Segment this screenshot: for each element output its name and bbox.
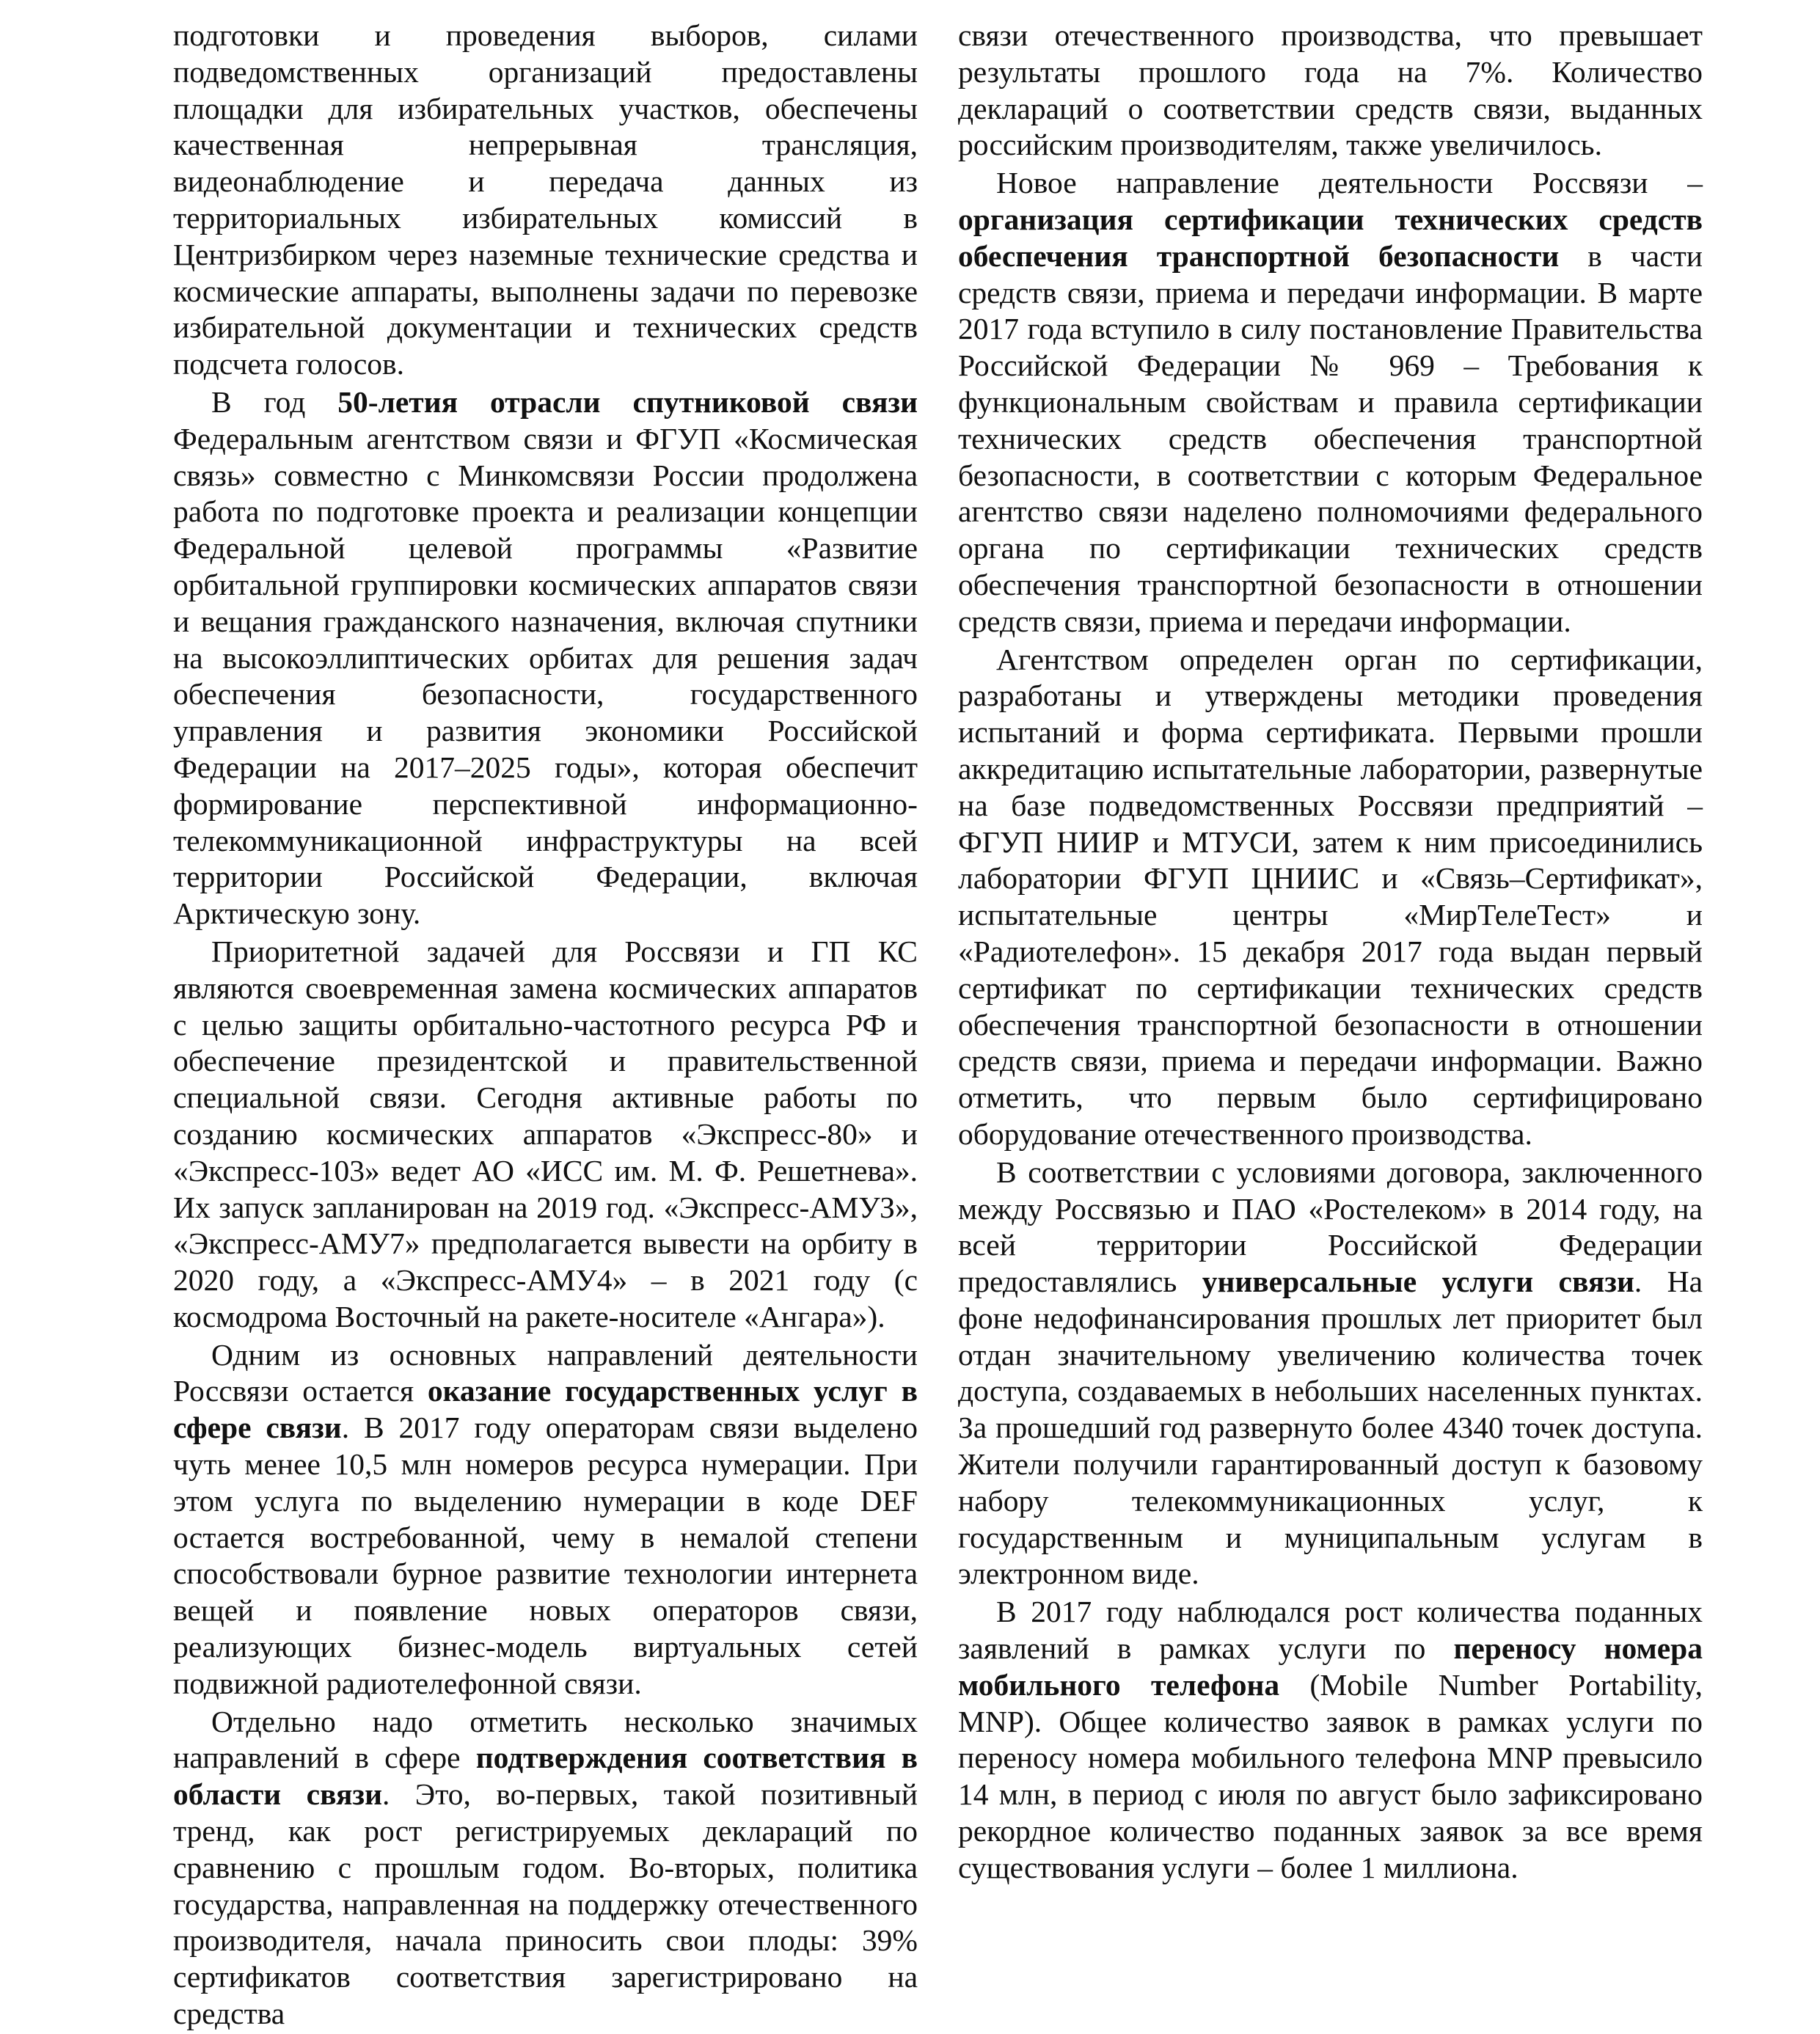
text-run: Приоритетной задачей для Россвязи и ГП КС являются своевременная замена космических аппаратов с целью защиты орбитально-частотного ресурса РФ и обеспечение президентской и правительственной специальной связи. Сегодня активные работы по созданию космических аппаратов «Экспресс-80» и «Экспресс-103» ведет АО «ИСС им. М. Ф. Решетнева». Их запуск запланирован на 2019 год. «Экспресс-АМУЗ», «Экспресс-АМУ7» предполагается вывести на орбиту в 2020 году, а «Экспресс-АМУ4» – в 2021 году (с космодрома Восточный на ракете-носителе «Ангара»).	[173, 934, 918, 1334]
text-run: Одним из основных направлений деятельности Россвязи остается	[173, 1337, 918, 1408]
text-run: . На фоне недофинансирования прошлых лет приоритет был отдан значительному увеличению количества точек доступа, создаваемых в небольших населенных пунктах. За прошедший год развернуто более 4340 точек доступа. Жители получили гарантированный доступ к базовому набору телекоммуникационных услуг, к государственным и муниципальным услугам в электронном виде.	[958, 1265, 1703, 1591]
text-run: В соответствии с условиями договора, заключенного между Россвязью и ПАО «Ростелеком» в 2014 году, на всей территории Российской Федерации предоставлялись	[958, 1155, 1703, 1299]
text-run: . Это, во-первых, такой позитивный тренд, как рост регистрируемых деклараций по сравнению с прошлым годом. Во-вторых, политика государства, направленная на поддержку отечественного производителя, начала приносить свои плоды: 39% сертификатов соответствия зарегистрировано на средства	[173, 1777, 918, 2031]
right-text-column	[958, 18, 1703, 1888]
bold-phrase: оказание государственных услуг в сфере связи	[173, 1374, 918, 1445]
text-run: связи отечественного производства, что превышает результаты прошлого года на 7%. Количество деклараций о соответствии средств связи, выданных российским производителям, также увеличилось.	[958, 18, 1703, 162]
left-paragraph-4	[173, 1337, 918, 1702]
bold-phrase: 50-летия отрасли спутниковой связи	[337, 384, 918, 419]
text-run: подготовки и проведения выборов, силами подведомственных организаций предоставлены площадки для избирательных участков, обеспечены качественная непрерывная трансляция, видеонаблюдение и передача данных из территориальных избирательных комиссий в Центризбирком через наземные технические средства и космические аппараты, выполнены задачи по перевозке избирательной документации и технических средств подсчета голосов.	[173, 18, 918, 381]
left-paragraph-5	[173, 1704, 918, 2033]
bold-phrase: подтверждения соответствия в области связи	[173, 1741, 918, 1812]
text-run: . В 2017 году операторам связи выделено чуть менее 10,5 млн номеров ресурса нумерации. При этом услуга по выделению нумерации в коде DEF остается востребованной, чему в немалой степени способствовали бурное развитие технологии интернета вещей и появление новых операторов связи, реализующих бизнес-модель виртуальных сетей подвижной радиотелефонной связи.	[173, 1411, 918, 1700]
text-run: (Mobile Number Portability, MNP). Общее количество заявок в рамках услуги по переносу номера мобильного телефона MNP превысило 14 млн, в период с июля по август было зафиксировано рекордное количество поданных заявок за все время существования услуги – более 1 миллиона.	[958, 1667, 1703, 1884]
right-paragraph-3	[958, 642, 1703, 1153]
text-run: В 2017 году наблюдался рост количества поданных заявлений в рамках услуги по	[958, 1595, 1703, 1666]
bold-phrase: универсальные услуги связи	[1202, 1265, 1634, 1299]
text-run: в части средств связи, приема и передачи информации. В марте 2017 года вступило в силу постановление Правительства Российской Федерации № 969 – Требования к функциональным свойствам и правила сертификации технических средств обеспечения транспортной безопасности, в соответствии с которым Федеральное агентство связи наделено полномочиями федерального органа по сертификации технических средств обеспечения транспортной безопасности в отношении средств связи, приема и передачи информации.	[958, 238, 1703, 638]
text-run: Отдельно надо отметить несколько значимых направлений в сфере	[173, 1704, 918, 1775]
bold-phrase: переносу номера мобильного телефона	[958, 1631, 1703, 1702]
left-paragraph-3	[173, 934, 918, 1336]
text-run: В год	[211, 384, 338, 419]
text-run: Агентством определен орган по сертификации, разработаны и утверждены методики проведения испытаний и форма сертификата. Первыми прошли аккредитацию испытательные лаборатории, развернутые на базе подведомственных Россвязи предприятий – ФГУП НИИР и МТУСИ, затем к ним присоединились лаборатории ФГУП ЦНИИС и «Связь–Сертификат», испытательные центры «МирТелеТест» и «Радиотелефон». 15 декабря 2017 года выдан первый сертификат по сертификации технических средств обеспечения транспортной безопасности в отношении средств связи, приема и передачи информации. Важно отметить, что первым было сертифицировано оборудование отечественного производства.	[958, 642, 1703, 1151]
left-paragraph-2	[173, 384, 918, 932]
left-paragraph-1	[173, 18, 918, 383]
right-paragraph-1	[958, 18, 1703, 164]
text-run: Новое направление деятельности Россвязи –	[996, 166, 1703, 200]
left-text-column	[173, 18, 918, 2034]
right-paragraph-4	[958, 1155, 1703, 1593]
right-paragraph-2	[958, 165, 1703, 640]
text-run: Федеральным агентством связи и ФГУП «Космическая связь» совместно с Минкомсвязи России продолжена работа по подготовке проекта и реализации концепции Федеральной целевой программы «Развитие орбитальной группировки космических аппаратов связи и вещания гражданского назначения, включая спутники на высокоэллиптических орбитах для решения задач обеспечения безопасности, государственного управления и развития экономики Российской Федерации на 2017–2025 годы», которая обеспечит формирование перспективной информационно-телекоммуникационной инфраструктуры на всей территории Российской Федерации, включая Арктическую зону.	[173, 421, 918, 931]
bold-phrase: организация сертификации технических средств обеспечения транспортной безопасности	[958, 202, 1703, 273]
right-paragraph-5	[958, 1594, 1703, 1886]
